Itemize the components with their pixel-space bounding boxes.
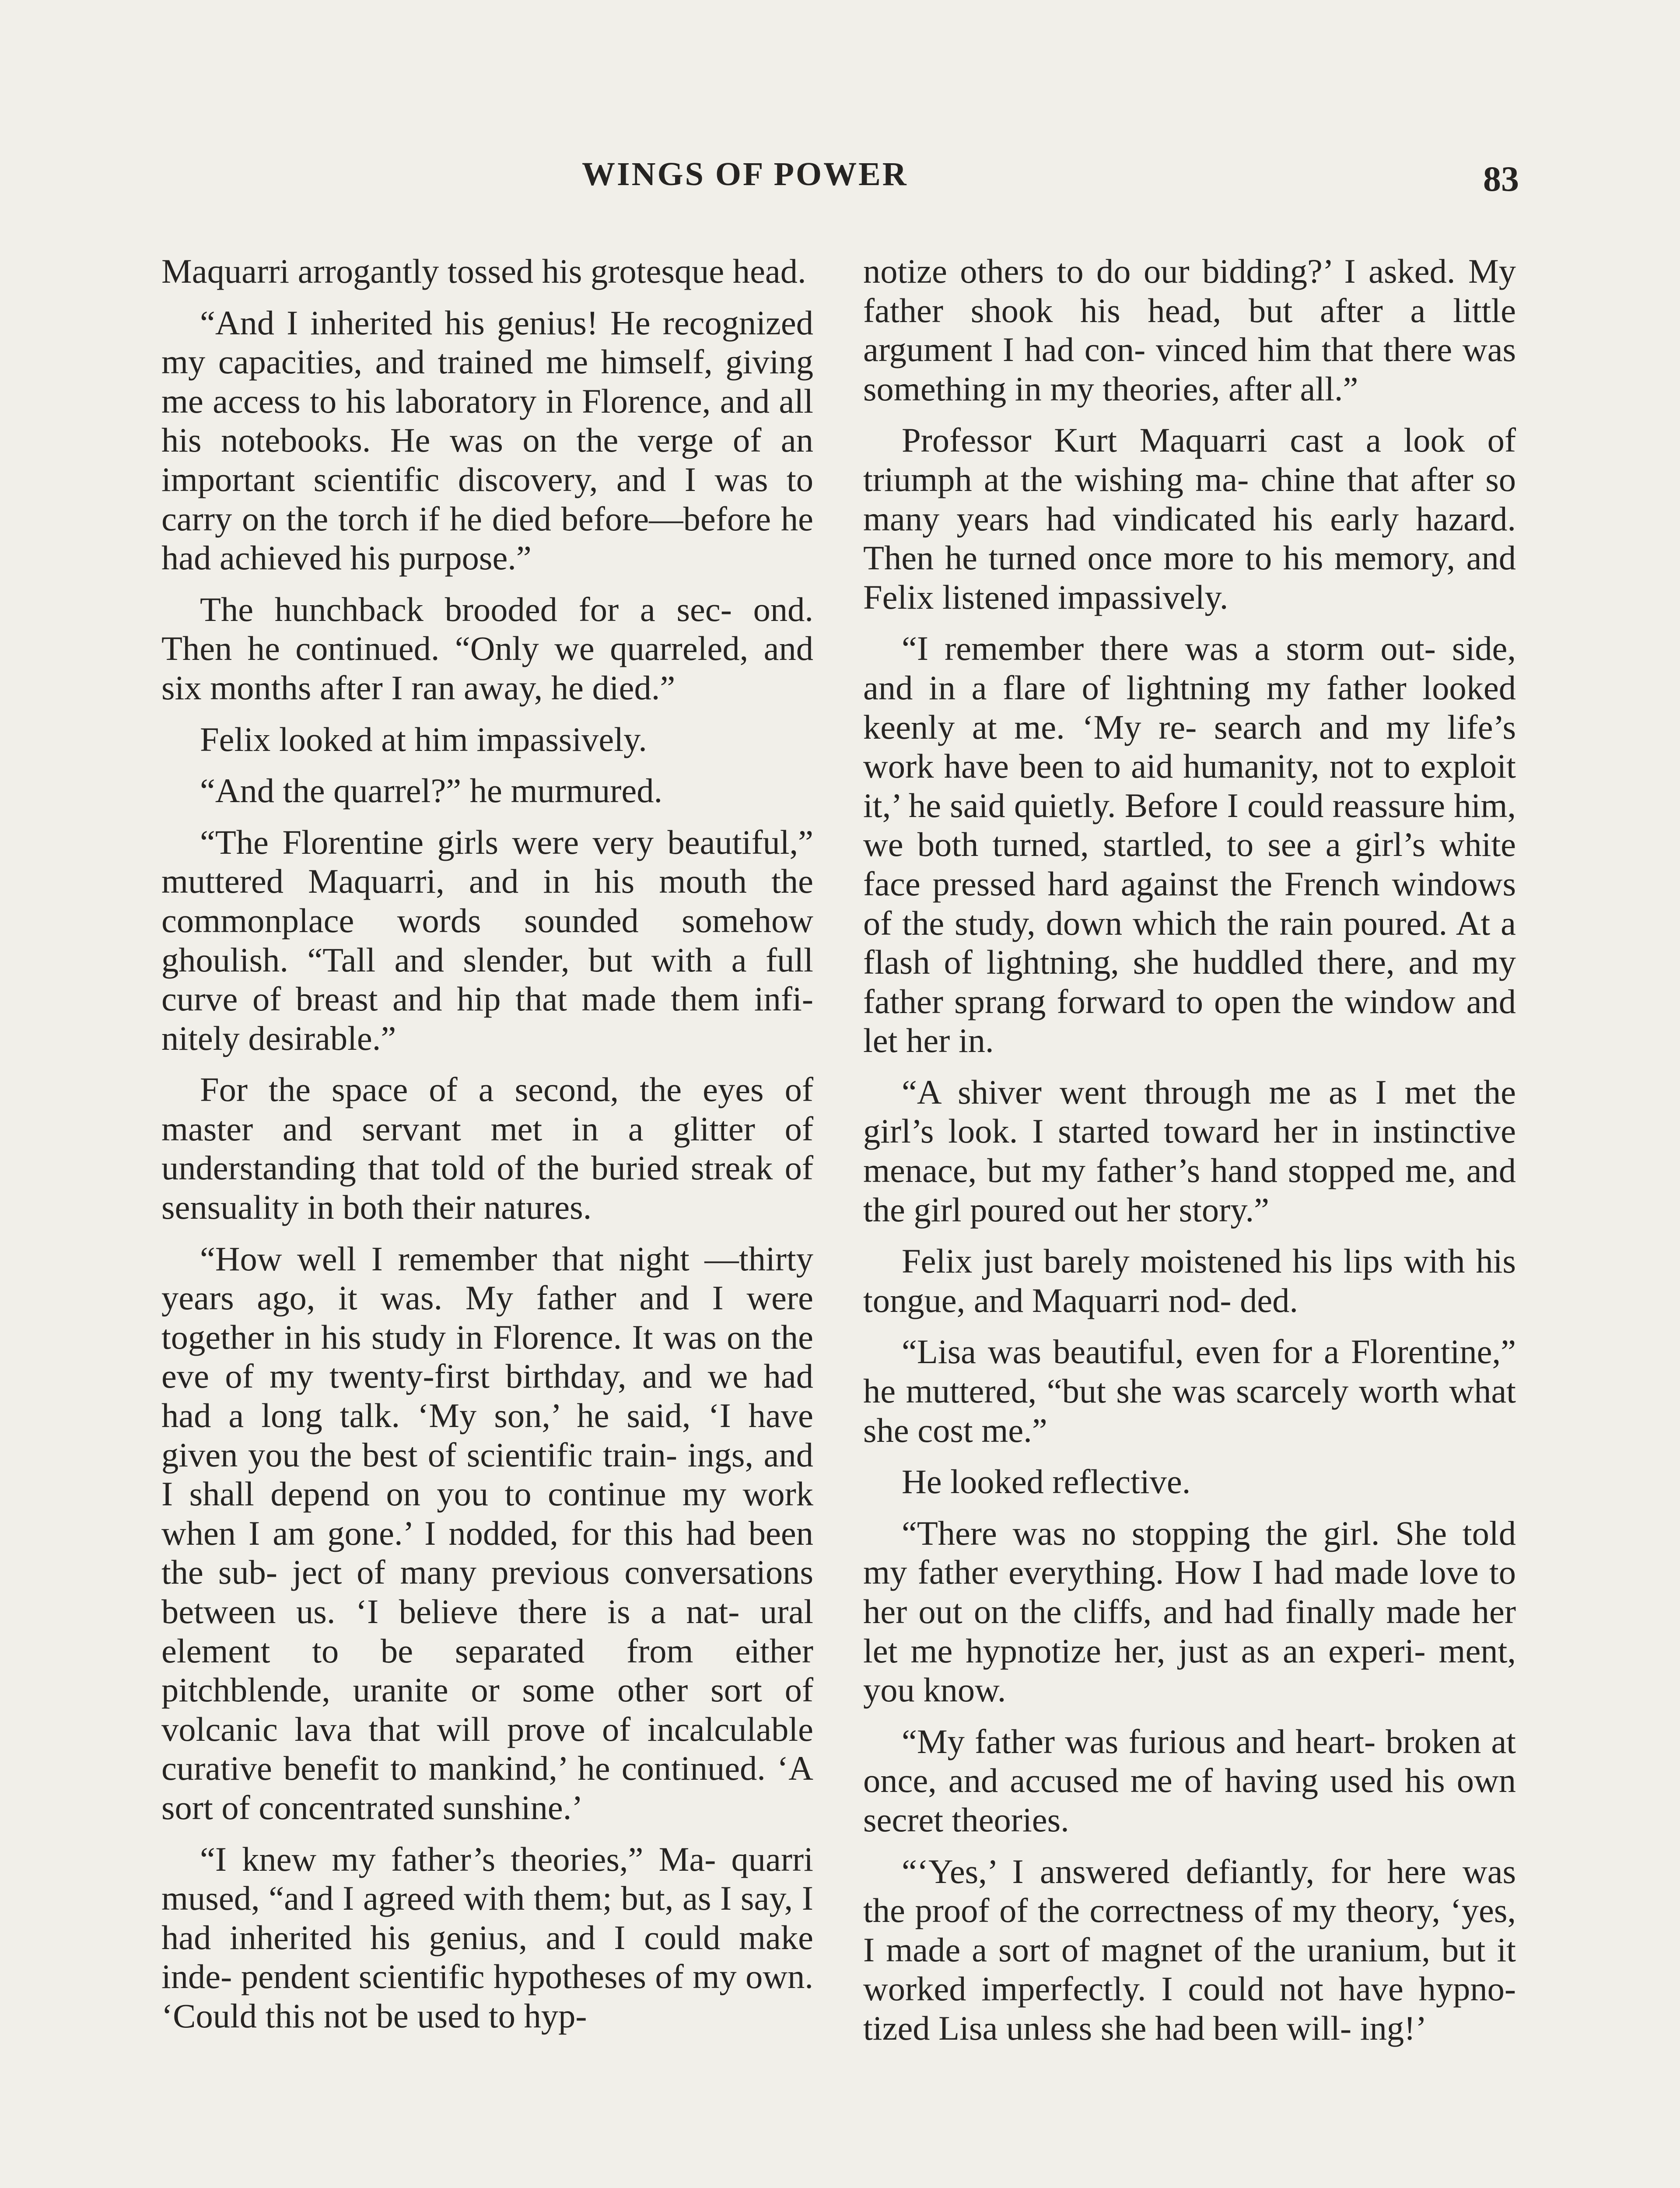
paragraph: “The Florentine girls were very beautiful,” muttered Maquarri, and in his mouth the commonplace words sounded somehow ghoulish. “Tall and slender, but with a full curve of breast and hip that made them infi- nitely desirable.” xyxy=(161,823,813,1057)
paragraph: Felix looked at him impassively. xyxy=(200,720,647,758)
paragraph: “I knew my father’s theories,” Ma- quarri mused, “and I agreed with them; but, as I say, I had inherited his genius, and I could make inde- pendent scientific hypotheses of my own. ‘Could this not be used to hyp- xyxy=(161,1840,813,2035)
paragraph: Felix just barely moistened his lips with his tongue, and Maquarri nod- ded. xyxy=(863,1242,1516,1319)
paragraph: Professor Kurt Maquarri cast a look of triumph at the wishing ma- chine that after so many years had vindicated his early hazard. Then he turned once more to his memory, and Felix listened impassively. xyxy=(863,421,1516,616)
running-title: WINGS OF POWER xyxy=(582,156,908,193)
left-column xyxy=(161,252,813,2048)
paragraph: For the space of a second, the eyes of master and servant met in a glitter of understanding that told of the buried streak of sensuality in both their natures. xyxy=(161,1070,813,1227)
paragraph: Maquarri arrogantly tossed his grotesque head. xyxy=(161,252,806,290)
paragraph: “Lisa was beautiful, even for a Florentine,” he muttered, “but she was scarcely worth what she cost me.” xyxy=(863,1332,1516,1449)
right-column xyxy=(863,252,1516,2060)
paragraph: He looked reflective. xyxy=(902,1462,1191,1501)
paragraph: “There was no stopping the girl. She told my father everything. How I had made love to her out on the cliffs, and had finally made her let me hypnotize her, just as an experi- ment, you know. xyxy=(863,1514,1516,1709)
paragraph: notize others to do our bidding?’ I asked. My father shook his head, but after a little argument I had con- vinced him that there was something in my theories, after all.” xyxy=(863,252,1516,408)
paragraph: “And the quarrel?” he murmured. xyxy=(200,771,663,810)
page-number: 83 xyxy=(1483,159,1519,199)
paragraph: “How well I remember that night —thirty years ago, it was. My father and I were together in his study in Florence. It was on the eve of my twenty-first birthday, and we had had a long talk. ‘My son,’ he said, ‘I have given you the best of scientific train- ings, and I shall depend on you to continue my work when I am gone.’ I nodded, for this had been the sub- ject of many previous conversations between us. ‘I believe there is a nat- ural element to be separated from either pitchblende, uranite or some other sort of volcanic lava that will prove of incalculable curative benefit to mankind,’ he continued. ‘A sort of concentrated sunshine.’ xyxy=(161,1239,813,1827)
paragraph: The hunchback brooded for a sec- ond. Then he continued. “Only we quarreled, and six months after I ran away, he died.” xyxy=(161,590,813,707)
paragraph: “I remember there was a storm out- side, and in a flare of lightning my father looked keenly at me. ‘My re- search and my life’s work have been to aid humanity, not to exploit it,’ he said quietly. Before I could reassure him, we both turned, startled, to see a girl’s white face pressed hard against the French windows of the study, down which the rain poured. At a flash of lightning, she huddled there, and my father sprang forward to open the window and let her in. xyxy=(863,629,1516,1060)
paragraph: “A shiver went through me as I met the girl’s look. I started toward her in instinctive menace, but my father’s hand stopped me, and the girl poured out her story.” xyxy=(863,1073,1516,1229)
paragraph: “And I inherited his genius! He recognized my capacities, and trained me himself, giving me access to his laboratory in Florence, and all his notebooks. He was on the verge of an important scientific discovery, and I was to carry on the torch if he died before—before he had achieved his purpose.” xyxy=(161,303,813,577)
paragraph: “‘Yes,’ I answered defiantly, for here was the proof of the correctness of my theory, ‘yes, I made a sort of magnet of the uranium, but it worked imperfectly. I could not have hypno- tized Lisa unless she had been will- ing!’ xyxy=(863,1852,1516,2047)
paragraph: “My father was furious and heart- broken at once, and accused me of having used his own secret theories. xyxy=(863,1722,1516,1839)
